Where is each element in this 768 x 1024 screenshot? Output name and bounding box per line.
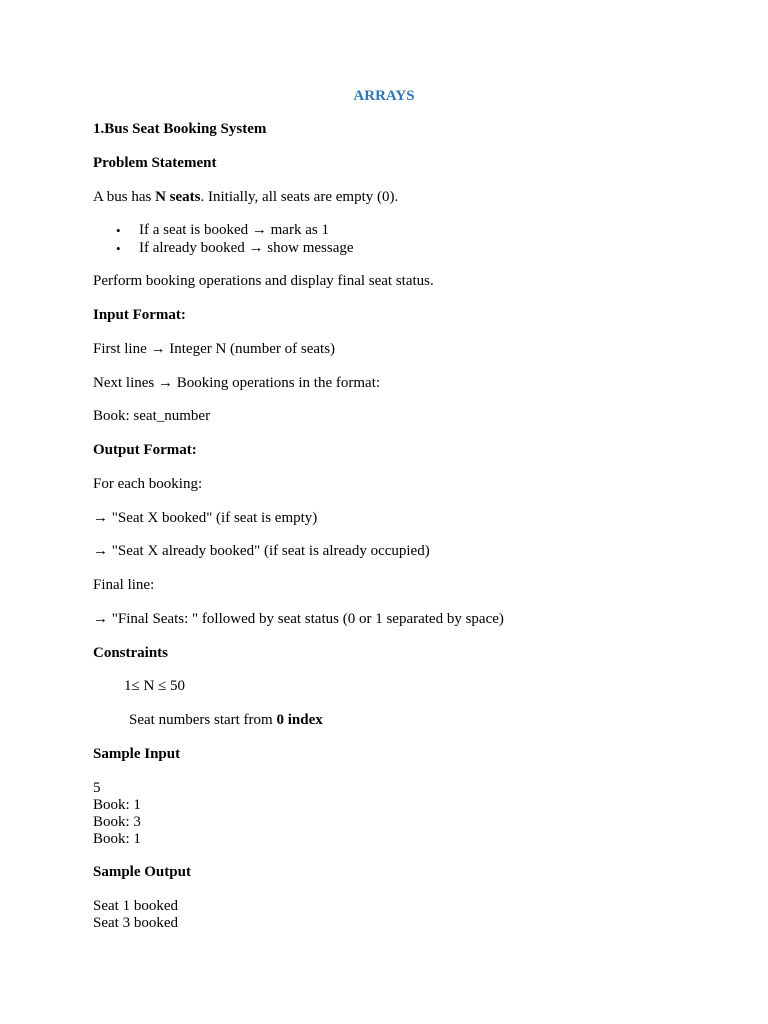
constraint-prefix: Seat numbers start from <box>129 712 277 728</box>
page-title: ARRAYS <box>353 88 415 104</box>
intro-prefix: A bus has <box>93 189 156 205</box>
bullet-dot-icon: • <box>116 241 121 256</box>
sample-input-line: Book: 3 <box>93 814 141 830</box>
sample-input-line: 5 <box>93 780 101 796</box>
constraint-line <box>129 712 323 729</box>
intro-paragraph <box>93 189 398 206</box>
bullet-dot-icon: • <box>116 223 121 238</box>
input-line: Next lines → Booking operations in the format: <box>93 375 381 391</box>
intro-suffix: . Initially, all seats are empty (0). <box>200 189 399 205</box>
constraint-line: 1≤ N ≤ 50 <box>124 678 186 694</box>
sample-output-line: Seat 1 booked <box>93 898 178 914</box>
sample-input-line: Book: 1 <box>93 831 141 847</box>
list-item: If already booked → show message <box>139 240 354 256</box>
problem-statement-heading: Problem Statement <box>93 155 217 171</box>
output-line: → "Final Seats: " followed by seat status (0 or 1 separated by space) <box>93 611 504 627</box>
list-item: If a seat is booked → mark as 1 <box>139 222 329 238</box>
constraint-bold: 0 index <box>276 712 323 728</box>
input-line: First line → Integer N (number of seats) <box>93 341 336 357</box>
sample-output-line: Seat 3 booked <box>93 915 178 931</box>
sample-input-line: Book: 1 <box>93 797 141 813</box>
intro-bold: N seats <box>155 189 201 205</box>
output-format-heading: Output Format: <box>93 442 197 458</box>
output-line: → "Seat X booked" (if seat is empty) <box>93 510 318 526</box>
section-heading: 1.Bus Seat Booking System <box>93 121 267 137</box>
constraints-heading: Constraints <box>93 645 169 661</box>
perform-paragraph: Perform booking operations and display final seat status. <box>93 273 434 289</box>
input-format-heading: Input Format: <box>93 307 186 323</box>
input-line: Book: seat_number <box>93 408 211 424</box>
output-line: Final line: <box>93 577 155 593</box>
output-line: → "Seat X already booked" (if seat is already occupied) <box>93 543 430 559</box>
output-line: For each booking: <box>93 476 203 492</box>
sample-output-heading: Sample Output <box>93 864 191 880</box>
sample-input-heading: Sample Input <box>93 746 181 762</box>
